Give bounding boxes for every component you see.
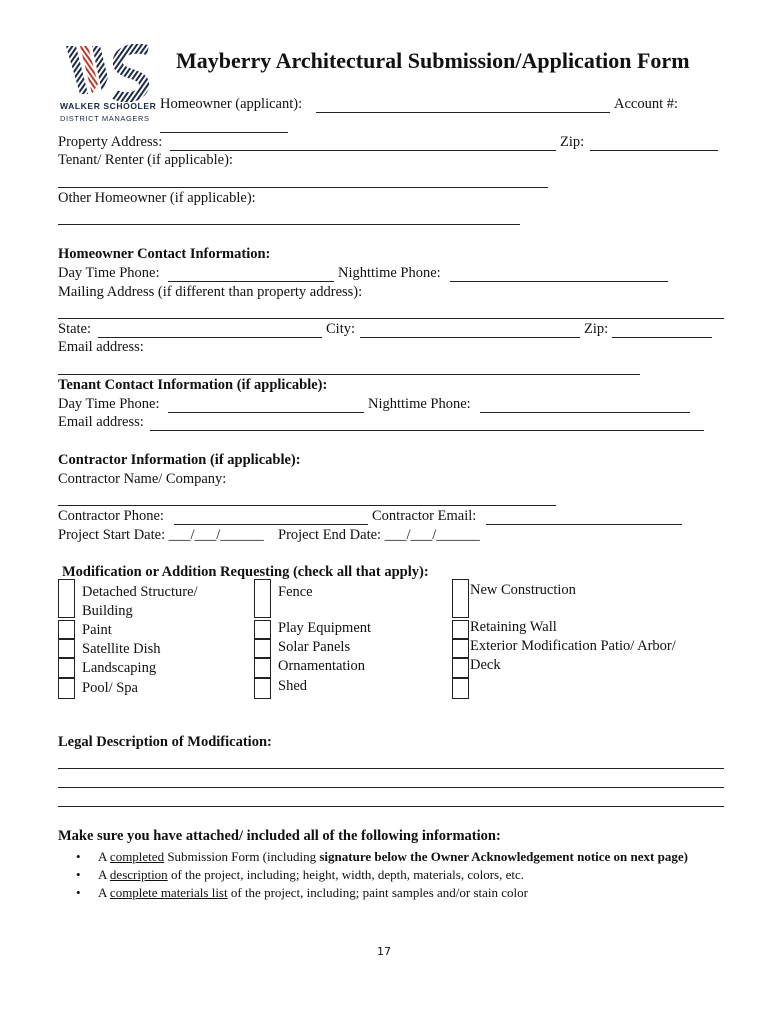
- mailing-field[interactable]: [58, 318, 724, 319]
- homeowner-label: Homeowner (applicant):: [160, 96, 303, 112]
- option-label: Play Equipment: [278, 620, 372, 636]
- contractor-email-field[interactable]: [486, 524, 682, 525]
- option-label: Satellite Dish: [82, 641, 161, 657]
- list-item: • A completed Submission Form (including signature below the Owner Acknowledgement notice on next page): [58, 848, 724, 866]
- checkbox-pool-spa[interactable]: [58, 678, 75, 699]
- property-address-field[interactable]: [170, 150, 556, 151]
- contractor-phone-label: Contractor Phone:: [58, 508, 164, 524]
- account-label: Account #:: [614, 96, 679, 112]
- property-zip-label: Zip:: [560, 134, 585, 150]
- tenant-night-phone-field[interactable]: [480, 412, 690, 413]
- night-phone-field[interactable]: [450, 281, 668, 282]
- logo-mark-icon: [58, 44, 154, 102]
- logo-line-1: WALKER SCHOOLER: [60, 101, 157, 111]
- email-label: Email address:: [58, 339, 144, 355]
- option-label: Detached Structure/: [82, 584, 198, 600]
- tenant-night-phone-label: Nighttime Phone:: [368, 396, 471, 412]
- homeowner-contact-heading: Homeowner Contact Information:: [58, 246, 271, 262]
- option-label: New Construction: [470, 582, 576, 598]
- checkbox-blank[interactable]: [452, 678, 469, 699]
- option-label: Fence: [278, 584, 313, 600]
- checkbox-new-construction[interactable]: [452, 579, 469, 618]
- option-label: Paint: [82, 622, 112, 638]
- state-label: State:: [58, 321, 92, 337]
- modification-heading: Modification or Addition Requesting (check all that apply):: [62, 564, 429, 580]
- checkbox-exterior-modification[interactable]: [452, 639, 469, 658]
- other-homeowner-field[interactable]: [58, 224, 520, 225]
- city-field[interactable]: [360, 337, 580, 338]
- option-label: Landscaping: [82, 660, 157, 676]
- mailing-label: Mailing Address (if different than property address):: [58, 284, 363, 300]
- property-zip-field[interactable]: [590, 150, 718, 151]
- project-end-date[interactable]: Project End Date: ___/___/______: [278, 527, 480, 543]
- option-label: Retaining Wall: [470, 619, 557, 635]
- checkbox-detached-structure[interactable]: [58, 579, 75, 618]
- list-item: • A complete materials list of the project, including; paint samples and/or stain color: [58, 884, 724, 902]
- option-label: Ornamentation: [278, 658, 365, 674]
- logo: [58, 44, 157, 126]
- checkbox-shed[interactable]: [254, 678, 271, 699]
- tenant-day-phone-field[interactable]: [168, 412, 364, 413]
- checkbox-fence[interactable]: [254, 579, 271, 618]
- checklist-heading: Make sure you have attached/ included all of the following information:: [58, 828, 501, 844]
- city-label: City:: [326, 321, 356, 337]
- zip-field[interactable]: [612, 337, 712, 338]
- option-label: Pool/ Spa: [82, 680, 138, 696]
- option-label: Shed: [278, 678, 307, 694]
- contractor-heading: Contractor Information (if applicable):: [58, 452, 301, 468]
- checkbox-paint[interactable]: [58, 620, 75, 639]
- contractor-phone-field[interactable]: [174, 524, 368, 525]
- checkbox-ornamentation[interactable]: [254, 658, 271, 678]
- logo-line-2: DISTRICT MANAGERS: [60, 114, 150, 123]
- project-start-date[interactable]: Project Start Date: ___/___/______: [58, 527, 264, 543]
- option-label: Solar Panels: [278, 639, 351, 655]
- checklist: [58, 848, 724, 902]
- contractor-name-label: Contractor Name/ Company:: [58, 471, 227, 487]
- night-phone-label: Nighttime Phone:: [338, 265, 441, 281]
- contractor-email-label: Contractor Email:: [372, 508, 477, 524]
- checkbox-satellite-dish[interactable]: [58, 639, 75, 658]
- email-field[interactable]: [58, 374, 640, 375]
- tenant-day-phone-label: Day Time Phone:: [58, 396, 160, 412]
- zip-label: Zip:: [584, 321, 609, 337]
- legal-line-1[interactable]: [58, 768, 724, 769]
- tenant-email-field[interactable]: [150, 430, 704, 431]
- legal-line-3[interactable]: [58, 806, 724, 807]
- checkbox-deck[interactable]: [452, 658, 469, 678]
- option-label: Exterior Modification Patio/ Arbor/: [470, 638, 676, 654]
- tenant-label: Tenant/ Renter (if applicable):: [58, 152, 233, 168]
- checkbox-retaining-wall[interactable]: [452, 620, 469, 639]
- checkbox-landscaping[interactable]: [58, 658, 75, 678]
- tenant-contact-heading: Tenant Contact Information (if applicable):: [58, 377, 328, 393]
- legal-heading: Legal Description of Modification:: [58, 734, 272, 750]
- page-number: 17: [377, 945, 391, 958]
- tenant-email-label: Email address:: [58, 414, 144, 430]
- tenant-field[interactable]: [58, 187, 548, 188]
- option-label: Building: [82, 603, 133, 619]
- day-phone-field[interactable]: [168, 281, 334, 282]
- contractor-name-field[interactable]: [58, 505, 556, 506]
- legal-line-2[interactable]: [58, 787, 724, 788]
- day-phone-label: Day Time Phone:: [58, 265, 160, 281]
- checkbox-solar-panels[interactable]: [254, 639, 271, 658]
- checkbox-play-equipment[interactable]: [254, 620, 271, 639]
- state-field[interactable]: [98, 337, 322, 338]
- property-address-label: Property Address:: [58, 134, 163, 150]
- homeowner-field[interactable]: [316, 112, 610, 113]
- account-field[interactable]: [160, 132, 288, 133]
- option-label: Deck: [470, 657, 501, 673]
- list-item: • A description of the project, including; height, width, depth, materials, colors, etc.: [58, 866, 724, 884]
- other-homeowner-label: Other Homeowner (if applicable):: [58, 190, 256, 206]
- page-title: Mayberry Architectural Submission/Application Form: [176, 48, 690, 73]
